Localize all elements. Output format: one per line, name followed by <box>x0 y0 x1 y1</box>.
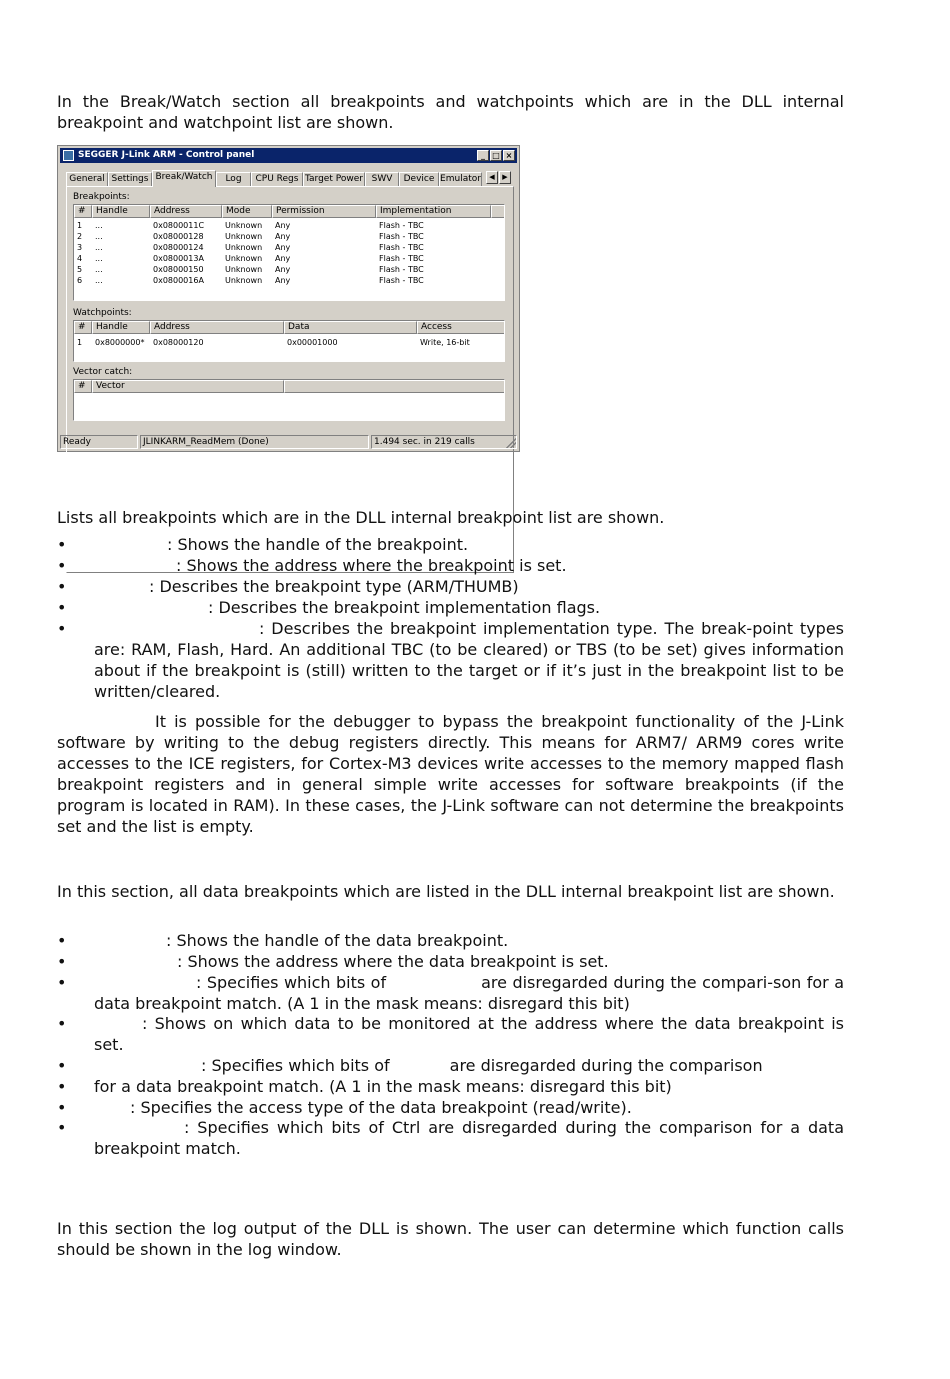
bullet-icon: • <box>57 1077 67 1096</box>
bp-handle: ... <box>95 232 103 241</box>
bp-bullet-mode: : Describes the breakpoint type (ARM/THUMB) <box>149 577 519 596</box>
list-item <box>57 1055 844 1076</box>
wp-bullet-datamask-a: : Specifies which bits of <box>201 1056 390 1075</box>
wp-col-data[interactable]: Data <box>284 321 417 334</box>
close-button[interactable]: × <box>503 150 515 161</box>
bp-col-filler <box>491 205 505 218</box>
bp-implementation: Flash - TBC <box>379 265 424 274</box>
list-item <box>57 1076 844 1097</box>
log-intro: In this section the log output of the DLL is shown. The user can determine which function calls should be shown in the log window. <box>57 1219 844 1259</box>
tab-general[interactable]: General <box>66 172 108 186</box>
list-item <box>57 1013 844 1055</box>
wp-index: 1 <box>77 338 83 347</box>
list-item <box>57 951 844 972</box>
breakpoints-label: Breakpoints: <box>73 192 130 202</box>
control-panel-window <box>57 145 520 452</box>
bp-implementation: Flash - TBC <box>379 221 424 230</box>
bp-mode: Unknown <box>225 221 263 230</box>
list-item <box>57 972 844 1014</box>
bp-address: 0x0800011C <box>153 221 205 230</box>
vc-col-index[interactable]: # <box>74 380 92 393</box>
tab-device[interactable]: Device <box>399 172 439 186</box>
vc-col-filler <box>284 380 505 393</box>
breakpoints-intro: Lists all breakpoints which are in the DLL internal breakpoint list are shown. <box>57 508 665 527</box>
bp-handle: ... <box>95 276 103 285</box>
intro-paragraph: In the Break/Watch section all breakpoints and watchpoints which are in the DLL internal breakpoint and watchpoint list are shown. <box>57 92 844 132</box>
note-text: It is possible for the debugger to bypass the breakpoint functionality of the J-Link software by writing to the debug registers directly. This means for ARM7/ ARM9 cores write accesses to the ICE registers, for Cortex-M3 devices write accesses to the memory mapped flash breakpoint registers and in general simple write accesses for software breakpoints (if the program is located in RAM). In these cases, the J-Link software can not determine the breakpoints set and the list is empty. <box>57 712 844 836</box>
bp-col-mode[interactable]: Mode <box>222 205 272 218</box>
bp-col-handle[interactable]: Handle <box>92 205 150 218</box>
bullet-icon: • <box>57 1098 67 1117</box>
bp-mode: Unknown <box>225 232 263 241</box>
bp-bullet-permission: : Describes the breakpoint implementation flags. <box>208 598 601 617</box>
tab-emulator[interactable]: Emulator <box>440 174 481 184</box>
tab-target-power[interactable]: Target Power <box>303 172 365 186</box>
bp-mode: Unknown <box>225 265 263 274</box>
bp-col-implementation[interactable]: Implementation <box>376 205 491 218</box>
bullet-icon: • <box>57 577 67 596</box>
bp-index: 6 <box>77 276 83 285</box>
bp-permission: Any <box>275 243 291 252</box>
bp-permission: Any <box>275 254 291 263</box>
wp-bullet-addrmask-b: are disregarded during the compari-son for a data breakpoint match. (A 1 in the mask means: disregard this bit) <box>94 973 844 1013</box>
bp-implementation: Flash - TBC <box>379 254 424 263</box>
wp-col-address[interactable]: Address <box>150 321 284 334</box>
bp-mode: Unknown <box>225 243 263 252</box>
bp-col-address[interactable]: Address <box>150 205 222 218</box>
bp-permission: Any <box>275 265 291 274</box>
vc-col-vector[interactable]: Vector <box>92 380 284 393</box>
bp-implementation: Flash - TBC <box>379 232 424 241</box>
watchpoints-intro: In this section, all data breakpoints which are listed in the DLL internal breakpoint list are shown. <box>57 882 835 901</box>
bp-col-index[interactable]: # <box>74 205 92 218</box>
bp-handle: ... <box>95 265 103 274</box>
bp-handle: ... <box>95 221 103 230</box>
list-item <box>57 576 844 597</box>
bullet-icon: • <box>57 598 67 617</box>
list-item <box>57 1117 844 1159</box>
bp-implementation: Flash - TBC <box>379 243 424 252</box>
list-item <box>57 1097 844 1118</box>
bp-address: 0x08000124 <box>153 243 204 252</box>
tab-scroll-right-icon[interactable]: ▶ <box>499 171 511 184</box>
wp-access: Write, 16-bit <box>420 338 470 347</box>
vector-catch-list[interactable] <box>73 379 505 421</box>
wp-bullet-handle: : Shows the handle of the data breakpoint. <box>166 931 509 950</box>
bullet-icon: • <box>57 1118 67 1137</box>
bullet-icon: • <box>57 535 67 554</box>
wp-bullet-data: : Shows on which data to be monitored at the address where the data breakpoint is set. <box>94 1014 844 1054</box>
status-bar <box>60 435 517 449</box>
bp-permission: Any <box>275 221 291 230</box>
tab-cpu-regs[interactable]: CPU Regs <box>251 172 303 186</box>
bp-permission: Any <box>275 276 291 285</box>
bp-index: 2 <box>77 232 83 241</box>
vector-catch-label: Vector catch: <box>73 367 133 377</box>
breakpoints-note <box>57 711 844 837</box>
list-item <box>57 930 844 951</box>
breakpoints-list[interactable] <box>73 204 505 301</box>
wp-col-handle[interactable]: Handle <box>92 321 150 334</box>
bullet-icon: • <box>57 952 67 971</box>
bullet-icon: • <box>57 973 67 992</box>
bullet-icon: • <box>57 1014 67 1033</box>
bp-index: 4 <box>77 254 83 263</box>
status-timing: 1.494 sec. in 219 calls <box>371 435 517 449</box>
wp-bullet-address: : Shows the address where the data breakpoint is set. <box>177 952 609 971</box>
bp-handle: ... <box>95 254 103 263</box>
status-message: JLINKARM_ReadMem (Done) <box>140 435 369 449</box>
bp-bullet-implementation: : Describes the breakpoint implementation type. The break-point types are: RAM, Flash, Hard. An additional TBC (to be cleared) or TBS (to be set) gives information about if the breakpoint is (still) written to the target or if it’s just in the breakpoint list to be written/cleared. <box>94 619 844 701</box>
bp-address: 0x0800016A <box>153 276 204 285</box>
status-state: Ready <box>60 435 138 449</box>
bp-mode: Unknown <box>225 254 263 263</box>
resize-grip-icon[interactable] <box>506 438 516 448</box>
wp-data: 0x00001000 <box>287 338 338 347</box>
bp-address: 0x0800013A <box>153 254 204 263</box>
tab-settings[interactable]: Settings <box>108 172 152 186</box>
bullet-icon: • <box>57 556 67 575</box>
bp-bullet-handle: : Shows the handle of the breakpoint. <box>167 535 469 554</box>
bp-address: 0x08000150 <box>153 265 204 274</box>
wp-address: 0x08000120 <box>153 338 204 347</box>
bp-index: 5 <box>77 265 83 274</box>
list-item <box>57 618 844 702</box>
window-title: SEGGER J-Link ARM - Control panel <box>78 150 255 160</box>
list-item <box>57 555 844 576</box>
bp-bullet-address: : Shows the address where the breakpoint is set. <box>176 556 567 575</box>
tab-break-watch[interactable]: Break/Watch <box>152 170 216 187</box>
bullet-icon: • <box>57 931 67 950</box>
wp-bullet-datamask-c: for a data breakpoint match. (A 1 in the mask means: disregard this bit) <box>94 1077 672 1096</box>
window-title-bar <box>60 148 517 163</box>
wp-bullet-ctrl: : Specifies the access type of the data breakpoint (read/write). <box>130 1098 632 1117</box>
bp-index: 1 <box>77 221 83 230</box>
tab-swv[interactable]: SWV <box>365 172 399 186</box>
list-item <box>57 534 844 555</box>
bullet-icon: • <box>57 1056 67 1075</box>
bp-implementation: Flash - TBC <box>379 276 424 285</box>
bp-address: 0x08000128 <box>153 232 204 241</box>
list-item <box>57 597 844 618</box>
tab-scroll-left-icon[interactable]: ◀ <box>486 171 498 184</box>
tab-log[interactable]: Log <box>216 172 251 186</box>
wp-handle: 0x8000000* <box>95 338 145 347</box>
bp-handle: ... <box>95 243 103 252</box>
tab-strip <box>66 170 514 186</box>
minimize-button[interactable]: _ <box>477 150 489 161</box>
bp-col-permission[interactable]: Permission <box>272 205 376 218</box>
watchpoints-list[interactable] <box>73 320 505 362</box>
wp-bullet-addrmask-a: : Specifies which bits of <box>196 973 387 992</box>
app-icon <box>63 150 74 161</box>
bullet-icon: • <box>57 619 67 638</box>
bp-mode: Unknown <box>225 276 263 285</box>
wp-col-access[interactable]: Access <box>417 321 505 334</box>
wp-bullet-datamask-b: are disregarded during the comparison <box>449 1056 763 1075</box>
watchpoints-label: Watchpoints: <box>73 308 132 318</box>
wp-col-index[interactable]: # <box>74 321 92 334</box>
maximize-button[interactable]: □ <box>490 150 502 161</box>
bp-permission: Any <box>275 232 291 241</box>
bp-index: 3 <box>77 243 83 252</box>
wp-bullet-ctrlmask: : Specifies which bits of Ctrl are disregarded during the comparison for a data breakpoint match. <box>94 1118 844 1158</box>
